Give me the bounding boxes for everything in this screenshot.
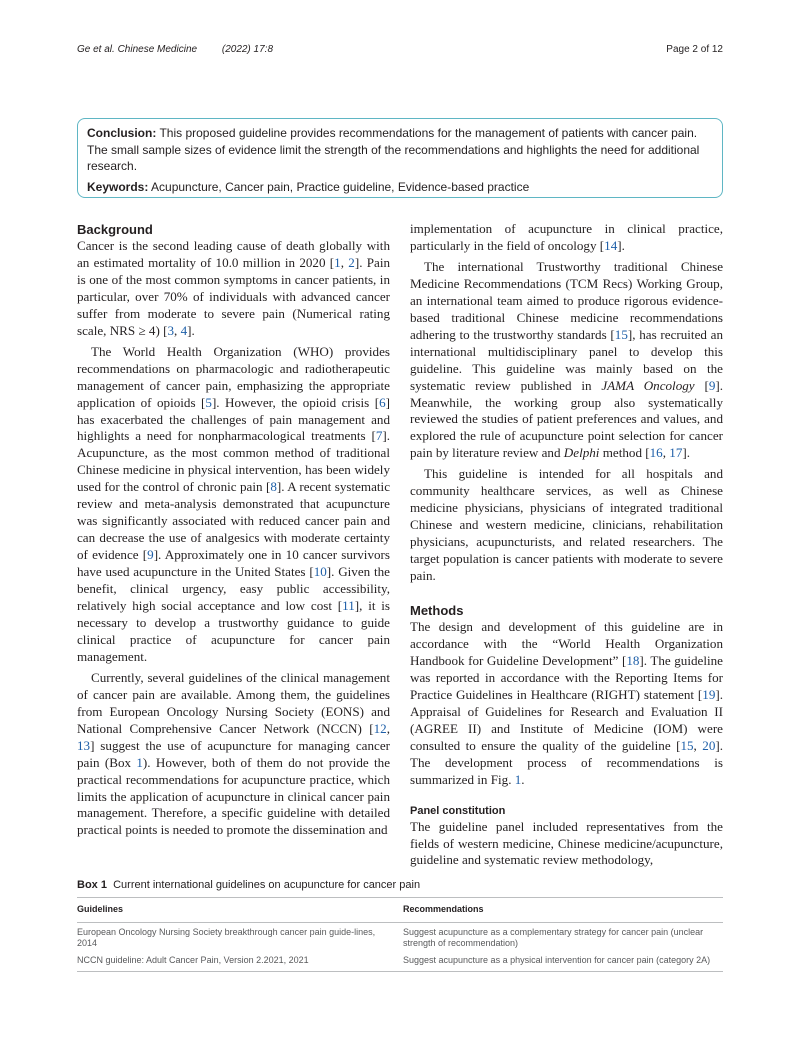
left-column — [77, 221, 390, 839]
keywords-label: Keywords: — [87, 179, 149, 194]
background-paragraph-3-cont: implementation of acupuncture in clinical practice, particularly in the field of oncology [14]. — [410, 221, 723, 253]
abstract-conclusion-box — [77, 118, 723, 198]
page-number: Page 2 of 12 — [666, 44, 723, 55]
box1-label: Box 1 — [77, 879, 107, 891]
column-header-recommendations: Recommendations — [403, 898, 723, 923]
background-heading: Background — [77, 222, 153, 237]
journal-citation: Ge et al. Chinese Medicine — [77, 44, 198, 55]
panel-paragraph-1: The guideline panel included representatives from the fields of western medicine, Chinese medicine/acupuncture, guideline and systematic review methodology, — [410, 818, 723, 868]
box1-table — [77, 897, 723, 972]
table-cell-recommendation: Suggest acupuncture as a physical intervention for cancer pain (category 2A) — [403, 951, 723, 972]
table-header-row — [77, 898, 723, 923]
table-cell-recommendation: Suggest acupuncture as a complementary strategy for cancer pain (unclear strength of recommendation) — [403, 927, 704, 948]
table-cell-guideline: European Oncology Nursing Society breakthrough cancer pain guide-lines, 2014 — [77, 927, 376, 948]
background-paragraph-4: The international Trustworthy traditional Chinese Medicine Recommendations (TCM Recs) Working Group, an international team aimed to produce rigorous evidence-based traditional Chinese medicine recommendations adhering to the trustworthy standards [15], has recruited an international multidisciplinary panel to develop this guideline. This guideline was mainly based on the systematic review published in JAMA Oncology [9]. Meanwhile, the working group also systematically reviewed the studies of patient preferences and values, and explored the rule of acupuncture point selection for cancer pain by literature review and Delphi method [16, 17]. — [410, 258, 724, 461]
background-paragraph-5: This guideline is intended for all hospitals and community healthcare services, as well as Chinese medicine physicians, physicians of integrated traditional Chinese and western medicine, clinicians, rehabilitation physicians, acupuncturists, and related researchers. The target population is cancer patients with moderate to severe pain. — [410, 466, 723, 584]
methods-paragraph-1: The design and development of this guideline are in accordance with the “World Health Organization Handbook for Guideline Development” [18]. The guideline was reported in accordance with the Reporting Items for Practice Guidelines in Healthcare (RIGHT) statement [19]. Appraisal of Guidelines for Research and Evaluation II (AGREE II) and Institute of Medicine (IOM) were consulted to ensure the quality of the guideline [15, 20]. The development process of recommendations is summarized in Fig. 1. — [410, 619, 723, 787]
conclusion-label: Conclusion: — [87, 126, 157, 140]
conclusion-text: This proposed guideline provides recommendations for the management of patients with cancer pain. The small sample sizes of evidence limit the strength of the recommendations and highlights the need for additional research. — [87, 126, 700, 173]
background-paragraph-3: Currently, several guidelines of the clinical management of cancer pain are available. Among them, the guidelines from European Oncology Nursing Society (EONS) and National Comprehensive Cancer Network (NCCN) [12, 13] suggest the use of acupuncture for managing cancer pain (Box 1). However, both of them do not provide the practical recommendations for acupuncture practice, which limits the application of acupuncture in clinical cancer pain management. Therefore, a specific guideline with detailed practical points is needed to promote the dissemination and — [77, 669, 391, 838]
panel-constitution-heading: Panel constitution — [410, 804, 506, 817]
box1-caption-text: Current international guidelines on acupuncture for cancer pain — [113, 879, 421, 891]
table-row — [77, 951, 723, 972]
table-row — [77, 923, 723, 952]
right-column — [410, 221, 723, 869]
table-cell-guideline: NCCN guideline: Adult Cancer Pain, Version 2.2021, 2021 — [77, 951, 403, 972]
keywords-text: Acupuncture, Cancer pain, Practice guideline, Evidence-based practice — [151, 179, 530, 194]
column-header-guidelines: Guidelines — [77, 898, 403, 923]
box1-caption — [77, 879, 420, 891]
year-volume: (2022) 17:8 — [221, 44, 274, 55]
methods-heading: Methods — [410, 603, 464, 619]
running-header-citation — [77, 44, 273, 55]
background-paragraph-1: Cancer is the second leading cause of death globally with an estimated mortality of 10.0 million in 2020 [1, 2]. Pain is one of the most common symptoms in cancer patients, in particular, over 70% of individuals with advanced cancer suffer from moderate to severe pain (Numerical rating scale, NRS ≥ 4) [3, 4]. — [77, 238, 391, 338]
background-paragraph-2: The World Health Organization (WHO) provides recommendations on pharmacologic and radiotherapeutic management of cancer pain, emphasizing the appropriate application of opioids [5]. However, the opioid crisis [6] has exacerbated the challenges of pain management and highlights a need for nonpharmacological treatments [7]. Acupuncture, as the most common method of traditional Chinese medicine in physical intervention, has been widely used for the control of chronic pain [8]. A recent systematic review and meta-analysis demonstrated that acupuncture was significantly associated with reduced cancer pain and can decrease the use of analgesics with moderate certainty of evidence [9]. Approximately one in 10 cancer survivors have used acupuncture in the United States [10]. Given the benefit, clinical urgency, easy public accessibility, relatively high social acceptance and low cost [11], it is necessary to develop a trustworthy guidance to guide clinical practice of acupuncture for cancer pain management. — [77, 343, 391, 664]
